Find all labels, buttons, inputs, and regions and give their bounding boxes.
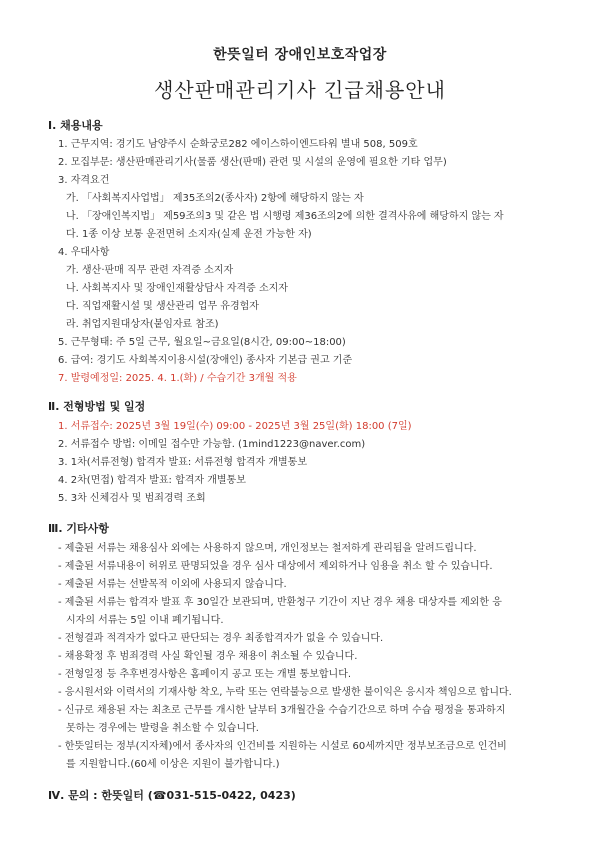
section-3-heading: Ⅲ. 기타사항 xyxy=(48,522,109,535)
sec2-line: 3. 1차(서류전형) 합격자 발표: 서류전형 합격자 개별통보 xyxy=(58,457,308,468)
sec3-line-cont: 를 지원합니다.(60세 이상은 지원이 불가합니다.) xyxy=(66,759,280,770)
sec3-line: - 채용확정 후 범죄경력 사실 확인될 경우 채용이 취소될 수 있습니다. xyxy=(58,651,358,662)
sec3-line: - 한뜻일터는 정부(지자체)에서 종사자의 인건비를 지원하는 시설로 60세까지만 정부보조금으로 인건비 xyxy=(58,741,507,752)
sec3-line-cont: 시자의 서류는 5일 이내 폐기됩니다. xyxy=(66,615,224,626)
sec1-line: 4. 우대사항 xyxy=(58,247,110,258)
sec1-line: 6. 급여: 경기도 사회복지이용시설(장애인) 종사자 기본급 권고 기준 xyxy=(58,355,353,366)
section-2-heading: Ⅱ. 전형방법 및 일정 xyxy=(48,400,146,413)
sec3-line: - 제출된 서류내용이 허위로 판명되었을 경우 심사 대상에서 제외하거나 임용을 취소 할 수 있습니다. xyxy=(58,561,493,572)
sec2-line: 5. 3차 신체검사 및 범죄경력 조회 xyxy=(58,493,206,504)
sec3-line: - 전형결과 적격자가 없다고 판단되는 경우 최종합격자가 없을 수 있습니다. xyxy=(58,633,384,644)
sec1-line: 3. 자격요건 xyxy=(58,175,110,186)
sec3-line: - 신규로 채용된 자는 최초로 근무를 개시한 날부터 3개월간을 수습기간으로 하며 수습 평정을 통과하지 xyxy=(58,705,506,716)
sec1-line: 5. 근무형태: 주 5일 근무, 월요일~금요일(8시간, 09:00~18:00) xyxy=(58,337,346,348)
sec1-line: 2. 모집부문: 생산판매관리기사(물품 생산(판매) 관련 및 시설의 운영에 필요한 기타 업무) xyxy=(58,157,447,168)
sec1-subline: 다. 1종 이상 보통 운전면허 소지자(실제 운전 가능한 자) xyxy=(66,229,312,240)
sec3-line: - 응시원서와 이력서의 기재사항 착오, 누락 또는 연락불능으로 발생한 불이익은 응시자 책임으로 합니다. xyxy=(58,687,512,698)
organization-name: 한뜻일터 장애인보호작업장 xyxy=(213,47,387,63)
sec3-line: - 제출된 서류는 합격자 발표 후 30일간 보관되며, 반환청구 기간이 지난 경우 채용 대상자를 제외한 응 xyxy=(58,597,502,608)
sec3-line-cont: 못하는 경우에는 발령을 취소할 수 있습니다. xyxy=(66,723,259,734)
sec1-subline: 나. 사회복지사 및 장애인재활상담사 자격증 소지자 xyxy=(66,283,288,294)
sec2-line: 4. 2차(면접) 합격자 발표: 합격자 개별통보 xyxy=(58,475,246,486)
sec1-subline: 다. 직업재활시설 및 생산관리 업무 유경험자 xyxy=(66,301,259,312)
sec3-line: - 제출된 서류는 선발목적 이외에 사용되지 않습니다. xyxy=(58,579,287,590)
contact-heading: Ⅳ. 문의 : 한뜻일터 (☎031-515-0422, 0423) xyxy=(48,789,296,802)
sec2-line: 2. 서류접수 방법: 이메일 접수만 가능함. (1mind1223@naver.com) xyxy=(58,439,366,450)
appointment-date-line: 7. 발령예정일: 2025. 4. 1.(화) / 수습기간 3개월 적용 xyxy=(58,373,297,384)
notice-title: 생산판매관리기사 긴급채용안내 xyxy=(154,78,446,102)
sec3-line: - 전형일정 등 추후변경사항은 홈페이지 공고 또는 개별 통보합니다. xyxy=(58,669,352,680)
sec1-subline: 가. 「사회복지사업법」 제35조의2(종사자) 2항에 해당하지 않는 자 xyxy=(66,193,364,204)
sec1-subline: 가. 생산·판매 직무 관련 자격증 소지자 xyxy=(66,265,234,276)
sec1-line: 1. 근무지역: 경기도 남양주시 순화궁로282 에이스하이엔드타워 별내 508, 509호 xyxy=(58,139,418,150)
application-period-line: 1. 서류접수: 2025년 3월 19일(수) 09:00 - 2025년 3월 25일(화) 18:00 (7일) xyxy=(58,421,412,432)
sec3-line: - 제출된 서류는 채용심사 외에는 사용하지 않으며, 개인정보는 철저하게 관리됨을 알려드립니다. xyxy=(58,543,477,554)
section-1-heading: Ⅰ. 채용내용 xyxy=(48,119,103,132)
sec1-subline: 라. 취업지원대상자(붙임자료 참조) xyxy=(66,319,219,330)
sec1-subline: 나. 「장애인복지법」 제59조의3 및 같은 법 시행령 제36조의2에 의한 결격사유에 해당하지 않는 자 xyxy=(66,211,504,222)
